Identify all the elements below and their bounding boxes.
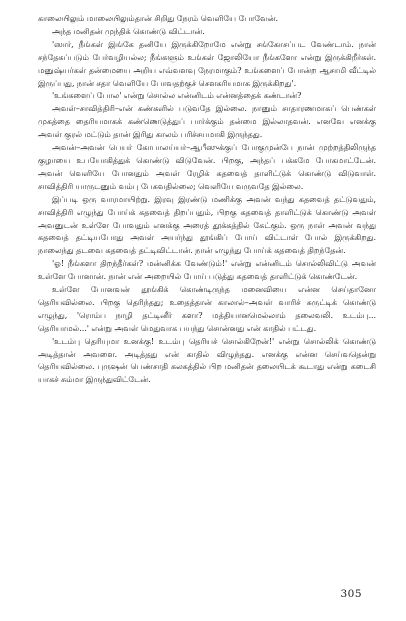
paragraph: இப்படி ஒரு வாரமாயிற்று. இரவு இரண்டு மணிக்கு அவன் வந்து கதவைத் தட்டுவதும், சாவித்திரி எழுந்து போய்க் கதவைத் திறப்பதும், பிறகு கதவைத் தாளிட்டுக் கொண்டு அவள் அவனுடன் உள்ளே போவதும் எனக்கு அரைத் தூக்கத்தில் கேட்கும். ஒரு நாள் அவன் வந்து கதவைத் தட்டியபோது அவள் அயர்ந்து தூங்கிப் போய் விட்டாள் போல் இருக்கிறது. நாலைந்து தடவை கதவைத் தட்டிவிட்டான். நான் எழுந்து போய்க் கதவைத் திறந்தேன். xyxy=(38,193,376,256)
paragraph: அவள்–சாவித்திரி–என் கண்களில் படுவதே இல்லை. நானும் சாதாரணமாகப் பெண்கள் முகத்தை தைரியமாகக் கண்ணெடுத்துப் பார்க்கும் தன்மை இல்லாதவன். எனவே எனக்கு அவள் குரல் மட்டும் தான் இரிது காலம் பரிச்சயமாகி இருந்தது. xyxy=(38,103,376,140)
paragraph: அந்த மனிதன் முந்திக் கொண்டு விட்டான். xyxy=(52,25,205,36)
paragraph: உள்ளே போனவன் தூங்கிக் கொண்டிருந்த மனைவியை என்ன செய்தானோ தெரியவில்லை. பிறகு தெரிந்தது; உதைத்தான் காலால்–அவள் வாரிச் சுருட்டிக் கொண்டு எழுந்து, 'ரொம்ப நாழி தட்டினீர் களா? மத்தியானமெல்லாம் தலைவலி. உடம்பு... தெரியாமல்...' என்று அவள் மெதுவாக பயந்து சொன்னது என் காதில் பட்டது. xyxy=(38,284,376,333)
body-text xyxy=(38,12,376,386)
paragraph: அவன்–அவன் பெயர் கோபாலய்யர்–ஆபீஸுக்குப் போகுமுன்பே நான் முற்றத்திலிருந்த குழாயை உபயோகித்துக் கொண்டு விடுவேன். பிறகு, அந்தப் பக்கமே போகமாட்டேன். அவன் வெளியே போனதும் அவள் ரேழிக் கதவைத் தாளிட்டுக் கொண்டு விடுவாள். சாவித்திரி யாருடனும் வம்பு பேசுவதில்லை; வெளியே வருவதே இல்லை. xyxy=(38,142,376,191)
paragraph: 'உடம்பு தெரியுமா உனக்கு! உடம்பு தெரியச் சொல்கிறேன்!' என்று சொல்லிக் கொண்டு அடித்தான் அவளை. அடித்தது என் காதில் விழுந்தது. எனக்கு என்ன செய்வதென்று தெரியவில்லை. புருஷன் பெண்சாதி கலகத்தில் பிற மனிதன் தலையிடக் கூடாது என்று கடைசி யாகச் சும்மா இருந்துவிட்டேன். xyxy=(38,335,376,385)
paragraph: 'ஓ! நீங்களா திறந்தீர்கள்? மன்னிக்க வேண்டும்!' என்று என்னிடம் சொல்லிவிட்டு அவன் உள்ளே போனான். நான் என் அறையில் போய் படுத்து கதவைத் தாளிட்டுக் கொண்டேன். xyxy=(38,258,376,282)
paragraph: காலையிலும் மாலையிலும்தான் சிறிது நேரம் வெளியே போவேன். xyxy=(38,13,278,23)
paragraph: 'ஸார், நீங்கள் இங்கே தனியே இருக்கிறோமே என்று சங்கோசப்பட வேண்டாம். நான் சந்தேகப்படும் பேர்வழியல்ல; நீங்களும் உங்கள் ஜோலியோ நீங்களோ என்று இருக்கிறீர்கள். மனுஷ்யர்கள் தன்மையை அறிய எவ்வளவு நேரமாகும்? உங்களைப் போன்ற ஆசாமி வீட்டில் இருப்பது, நான் சதா வெளியே போவதற்குச் சௌகரியமாக இருக்கிறது'. xyxy=(38,38,376,88)
paragraph: 'உங்களைப் போல' என்று சொல்ல என்னிடம் என்னத்தைக் கண்டான்? xyxy=(52,90,302,101)
page-number: 305 xyxy=(340,588,362,600)
